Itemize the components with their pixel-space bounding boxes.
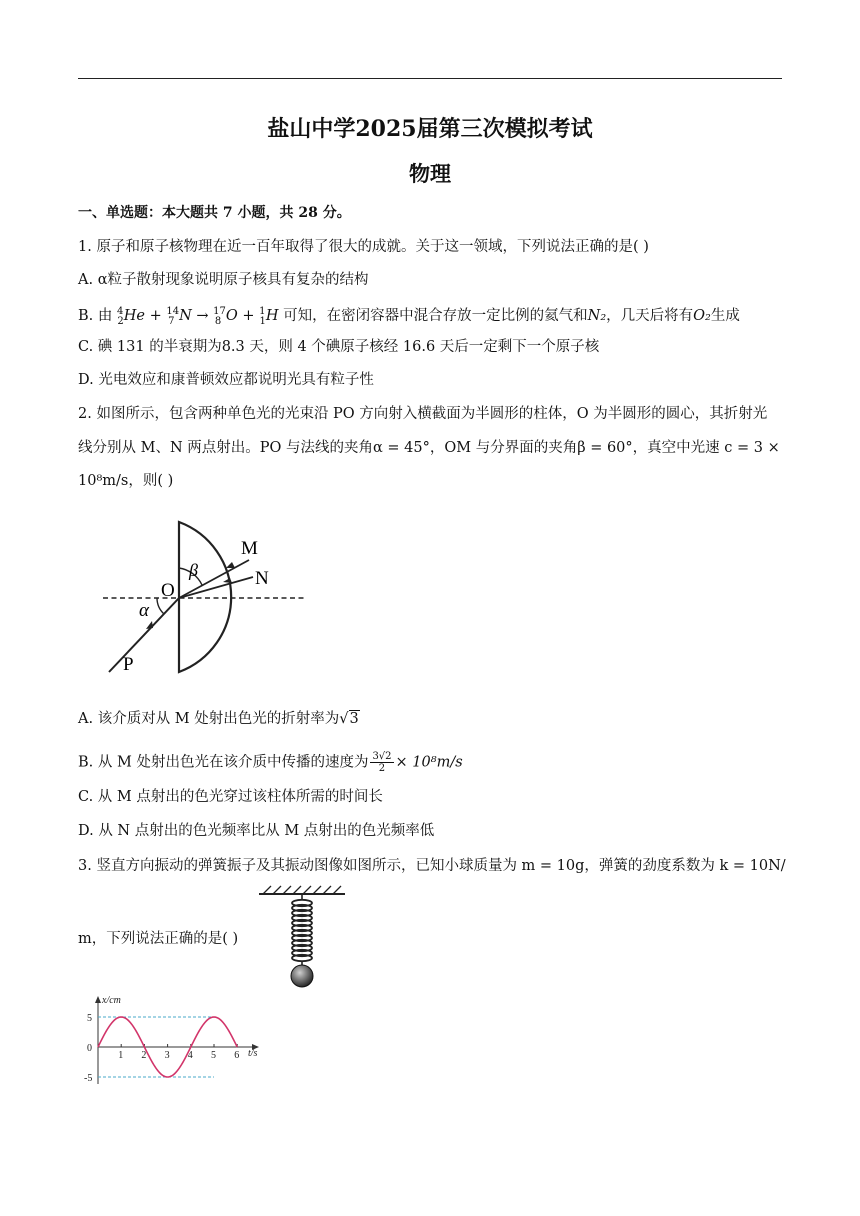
q3-line-2: m，下列说法正确的是( ) [78, 931, 239, 947]
q1-option-a: A. α粒子散射现象说明原子核具有复杂的结构 [78, 272, 369, 288]
label-n: N [255, 568, 269, 589]
refraction-figure [95, 512, 315, 682]
x-tick-label: 1 [118, 1050, 124, 1061]
sqrt-symbol: √ [339, 711, 349, 727]
label-beta: β [189, 560, 198, 580]
x-tick-label: 6 [234, 1050, 240, 1061]
q1-b-o2: O₂ [693, 307, 711, 324]
subject-title: 物理 [409, 161, 451, 186]
q1-stem: 1. 原子和原子核物理在近一百年取得了很大的成就。关于这一领域，下列说法正确的是( ) [78, 239, 649, 255]
q1-option-d: D. 光电效应和康普顿效应都说明光具有粒子性 [78, 372, 374, 388]
y-axis-arrow [95, 996, 101, 1003]
exam-title: 盐山中学2025届第三次模拟考试 [267, 116, 593, 142]
fraction-numerator: 3√2 [372, 751, 392, 762]
label-p: P [123, 654, 134, 675]
fraction-denominator: 2 [378, 763, 386, 774]
q3-line-1: 3. 竖直方向振动的弹簧振子及其振动图像如图所示，已知小球质量为 m = 10g，弹簧的劲度系数为 k = 10N/ [78, 858, 786, 874]
x-axis-label: t/s [248, 1048, 258, 1059]
q2-a-value: 3 [349, 711, 359, 727]
q2-b-text: B. 从 M 处射出色光在该介质中传播的速度为 [78, 754, 369, 771]
section-heading: 一、单选题：本大题共 7 小题，共 28 分。 [78, 205, 351, 221]
semicircle-body [179, 522, 231, 672]
ray-on [179, 577, 253, 598]
x-tick-label: 2 [141, 1050, 147, 1061]
ray-on-arrow [223, 578, 232, 583]
q1-option-c: C. 碘 131 的半衰期为8.3 天，则 4 个碘原子核经 16.6 天后一定剩下一个原子核 [78, 339, 600, 355]
incident-arrow [146, 621, 153, 629]
q1-b-n2: N₂ [587, 307, 607, 324]
label-o: O [161, 580, 175, 601]
q1-b-middle2: ，几天后将有 [606, 307, 694, 324]
spring-coils [292, 900, 312, 961]
spring-figure [255, 884, 350, 990]
q2-option-c: C. 从 M 点射出的色光穿过该柱体所需的时间长 [78, 789, 383, 805]
q2-b-unit: × 10⁸m/s [395, 754, 463, 771]
q2-option-d: D. 从 N 点射出的色光频率比从 M 点射出的色光频率低 [78, 823, 435, 839]
q2-line-1: 2. 如图所示，包含两种单色光的光束沿 PO 方向射入横截面为半圆形的柱体，O 为半圆形的圆心，其折射光 [78, 406, 768, 422]
oscillation-chart [84, 992, 274, 1088]
q2-option-a [78, 709, 360, 729]
y-tick-label: 5 [87, 1013, 92, 1024]
ball [291, 965, 313, 987]
q2-b-fraction [370, 751, 393, 774]
q2-line-2: 线分别从 M、N 两点射出。PO 与法线的夹角α = 45°，OM 与分界面的夹角β = 60°，真空中光速 c = 3 × [78, 440, 780, 456]
q2-option-b [78, 751, 463, 774]
q1-b-end: 生成 [710, 307, 740, 324]
q1-option-b [78, 302, 740, 332]
x-tick-label: 4 [187, 1050, 193, 1061]
q2-line-3: 10⁸m/s，则( ) [78, 473, 174, 489]
y-tick-label: 0 [87, 1043, 92, 1054]
top-rule [78, 78, 782, 79]
q2-a-text: A. 该介质对从 M 处射出色光的折射率为 [78, 711, 340, 727]
ray-om-arrow [226, 562, 235, 568]
ceiling-hatch [263, 886, 341, 894]
q1-b-prefix: B. 由 [78, 307, 113, 324]
x-tick-label: 5 [211, 1050, 216, 1061]
label-alpha: α [139, 600, 149, 621]
x-tick-label: 3 [164, 1050, 170, 1061]
y-tick-label: -5 [84, 1073, 93, 1084]
q1-b-equation: $^4_2$He + $^{14}_7$ N → $^{17}_8$ O + $^1_1$H [116, 306, 279, 327]
label-m: M [241, 538, 258, 559]
q1-b-middle: 可知，在密闭容器中混合存放一定比例的氦气和 [283, 307, 588, 324]
y-axis-label: x/cm [102, 995, 121, 1006]
